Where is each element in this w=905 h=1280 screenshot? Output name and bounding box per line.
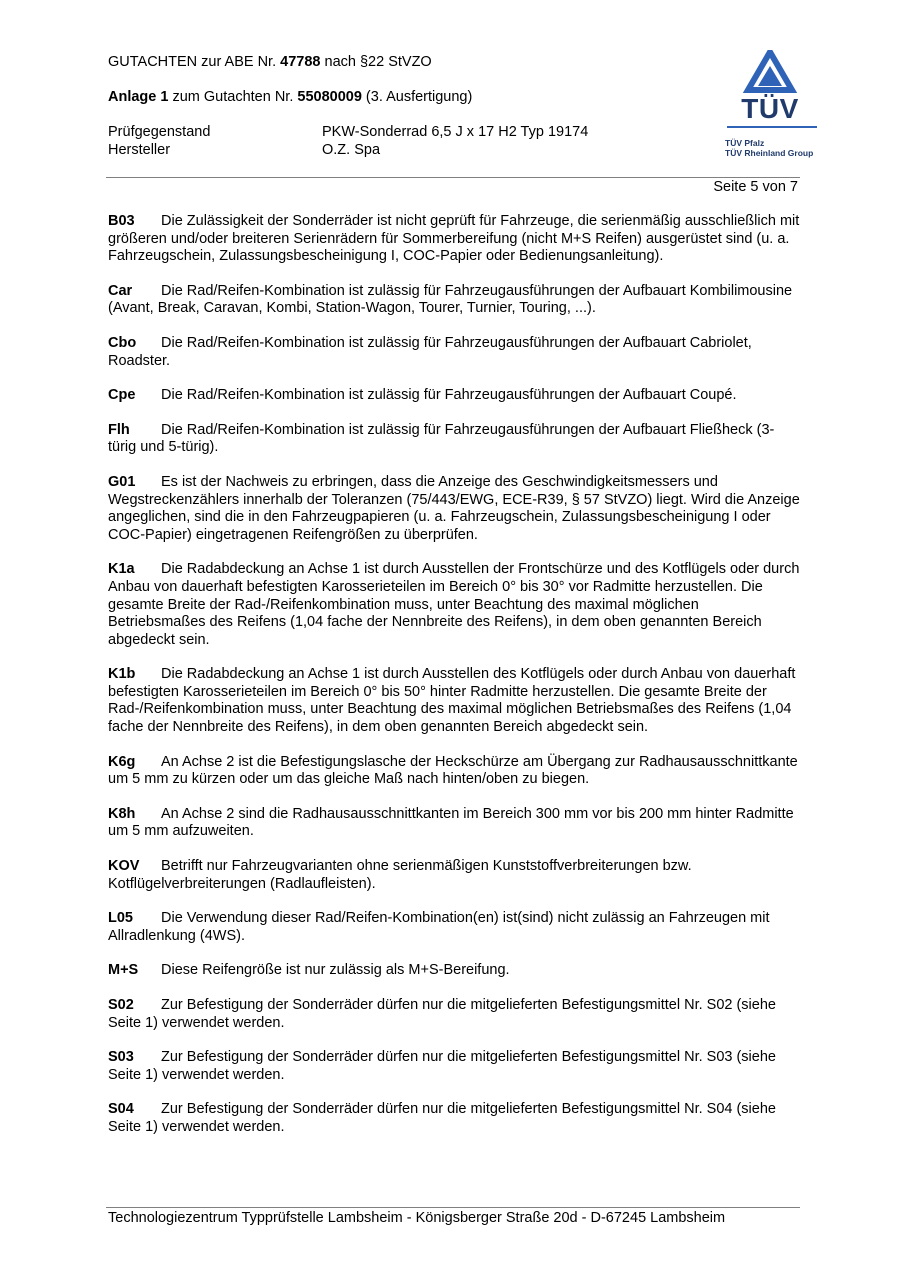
- annex-suffix: (3. Ausfertigung): [361, 89, 473, 105]
- condition-entry: [108, 997, 800, 1032]
- logo-subtitle-1: TÜV Pfalz: [725, 138, 765, 148]
- condition-text: Die Rad/Reifen-Kombination ist zulässig für Fahrzeugausführungen der Aufbauart Cabriolet, Roadster.: [108, 334, 752, 369]
- title-prefix: GUTACHTEN zur ABE Nr.: [108, 54, 281, 70]
- condition-code: Cpe: [108, 387, 136, 404]
- condition-entry: [108, 962, 800, 980]
- annex-label: Anlage 1: [108, 89, 169, 105]
- condition-code: K6g: [108, 753, 136, 770]
- condition-text: Die Rad/Reifen-Kombination ist zulässig für Fahrzeugausführungen der Aufbauart Coupé.: [161, 387, 737, 404]
- condition-entry: [108, 666, 800, 736]
- tuev-triangle-logo-icon: [722, 50, 818, 94]
- condition-text: Die Radabdeckung an Achse 1 ist durch Ausstellen der Frontschürze und des Kotflügels oder durch Anbau von dauerhaft befestigten Karosserieteilen im Bereich 0° bis 30° vor Radmitte herzustellen. Die gesamte Breite der Rad-/Reifenkombination muss, unter Beachtung des maximal möglichen Betriebsmaßes des Reifens (1,04 fache der Nennbreite des Reifens), in dem oben genannten Bereich abgedeckt sein.: [108, 561, 800, 648]
- condition-entry: [108, 283, 800, 318]
- condition-entry: [108, 422, 800, 457]
- abe-number: 47788: [280, 54, 321, 70]
- title-suffix: nach §22 StVZO: [320, 54, 432, 70]
- condition-entry: [108, 335, 800, 370]
- condition-entry: [108, 858, 800, 893]
- condition-code: Flh: [108, 421, 130, 438]
- test-object-value: PKW-Sonderrad 6,5 J x 17 H2 Typ 19174: [322, 124, 589, 140]
- condition-text: Die Rad/Reifen-Kombination ist zulässig für Fahrzeugausführungen der Aufbauart Kombilimousine (Avant, Break, Caravan, Kombi, Station-Wagon, Tourer, Turnier, Touring, ...).: [108, 282, 793, 317]
- test-object-label: Prüfgegenstand: [108, 124, 211, 140]
- condition-code: L05: [108, 910, 133, 927]
- logo-wordmark: TÜV: [741, 93, 799, 124]
- condition-code: K1a: [108, 561, 135, 578]
- condition-code: G01: [108, 473, 136, 490]
- condition-code: KOV: [108, 858, 140, 875]
- header-divider: [106, 177, 800, 178]
- condition-text: Die Rad/Reifen-Kombination ist zulässig für Fahrzeugausführungen der Aufbauart Fließheck (3-türig und 5-türig).: [108, 421, 775, 456]
- manufacturer-row: [108, 142, 381, 158]
- condition-entry: [108, 1101, 800, 1136]
- manufacturer-value: O.Z. Spa: [322, 142, 381, 158]
- document-title: [108, 54, 432, 70]
- condition-code: K1b: [108, 666, 136, 683]
- condition-entry: [108, 561, 800, 649]
- condition-entry: [108, 754, 800, 789]
- condition-entry: [108, 213, 800, 266]
- conditions-list: [108, 213, 800, 1154]
- condition-code: Car: [108, 282, 133, 299]
- condition-code: Cbo: [108, 334, 137, 351]
- condition-text: Zur Befestigung der Sonderräder dürfen nur die mitgelieferten Befestigungsmittel Nr. S04 (siehe Seite 1) verwendet werden.: [108, 1101, 776, 1135]
- logo-subtitle-2: TÜV Rheinland Group: [725, 148, 814, 158]
- condition-text: Es ist der Nachweis zu erbringen, dass die Anzeige des Geschwindigkeitsmessers und Wegstreckenzählers innerhalb der Toleranzen (75/443/EWG, ECE-R39, § 57 StVZO) liegt. Wird die Anzeige angeglichen, sind die in den Fahrzeugpapieren (u. a. Fahrzeugschein, Zulassungsbescheinigung I oder COC-Papier) eingetragenen Reifengrößen zu überprüfen.: [108, 473, 800, 543]
- condition-code: K8h: [108, 805, 136, 822]
- footer-divider: [106, 1207, 800, 1208]
- condition-code: B03: [108, 213, 135, 229]
- condition-text: An Achse 2 sind die Radhausausschnittkanten im Bereich 300 mm vor bis 200 mm hinter Radmitte um 5 mm aufzuweiten.: [108, 805, 794, 840]
- condition-text: Die Zulässigkeit der Sonderräder ist nicht geprüft für Fahrzeuge, die serienmäßig ausschließlich mit größeren und/oder breiteren Serienrädern für Sommerbereifung (nicht M+S Reifen) ausgerüstet sind (u. a. Fahrzeugschein, Zulassungsbescheinigung I, COC-Papier oder Bedienungsanleitung).: [108, 213, 800, 265]
- condition-text: Die Radabdeckung an Achse 1 ist durch Ausstellen des Kotflügels oder durch Anbau von dauerhaft befestigten Karosserieteilen im Bereich 0° bis 50° hinter Radmitte herzustellen. Die gesamte Breite der Rad-/Reifenkombination muss, unter Beachtung des maximal möglichen Betriebsmaßes des Reifens (1,04 fache der Nennbreite des Reifens), in dem oben genannten Bereich abgedeckt sein.: [108, 666, 796, 736]
- condition-text: Die Verwendung dieser Rad/Reifen-Kombination(en) ist(sind) nicht zulässig an Fahrzeugen mit Allradlenkung (4WS).: [108, 910, 770, 944]
- logo-divider: [727, 126, 817, 128]
- condition-code: S04: [108, 1101, 134, 1118]
- condition-entry: [108, 474, 800, 544]
- test-object-row: [108, 124, 589, 140]
- condition-entry: [108, 806, 800, 841]
- tuev-logo: [722, 50, 818, 162]
- condition-code: S03: [108, 1049, 134, 1066]
- report-number: 55080009: [297, 89, 362, 105]
- annex-middle: zum Gutachten Nr.: [168, 89, 298, 105]
- manufacturer-label: Hersteller: [108, 142, 171, 158]
- condition-entry: [108, 387, 800, 405]
- condition-text: Betrifft nur Fahrzeugvarianten ohne serienmäßigen Kunststoffverbreiterungen bzw. Kotflügelverbreiterungen (Radlaufleisten).: [108, 858, 692, 892]
- condition-text: Zur Befestigung der Sonderräder dürfen nur die mitgelieferten Befestigungsmittel Nr. S02 (siehe Seite 1) verwendet werden.: [108, 997, 776, 1031]
- condition-code: M+S: [108, 962, 139, 979]
- annex-line: [108, 89, 472, 105]
- condition-code: S02: [108, 997, 134, 1013]
- footer-address: Technologiezentrum Typprüfstelle Lambsheim - Königsberger Straße 20d - D-67245 Lambsheim: [108, 1210, 726, 1226]
- condition-text: Zur Befestigung der Sonderräder dürfen nur die mitgelieferten Befestigungsmittel Nr. S03 (siehe Seite 1) verwendet werden.: [108, 1049, 776, 1083]
- condition-entry: [108, 1049, 800, 1084]
- page-number: Seite 5 von 7: [713, 179, 798, 195]
- condition-entry: [108, 910, 800, 945]
- condition-text: An Achse 2 ist die Befestigungslasche der Heckschürze am Übergang zur Radhausausschnittkante um 5 mm zu kürzen oder um das gleiche Maß nach hinten/oben zu biegen.: [108, 753, 798, 788]
- condition-text: Diese Reifengröße ist nur zulässig als M+S-Bereifung.: [161, 962, 510, 979]
